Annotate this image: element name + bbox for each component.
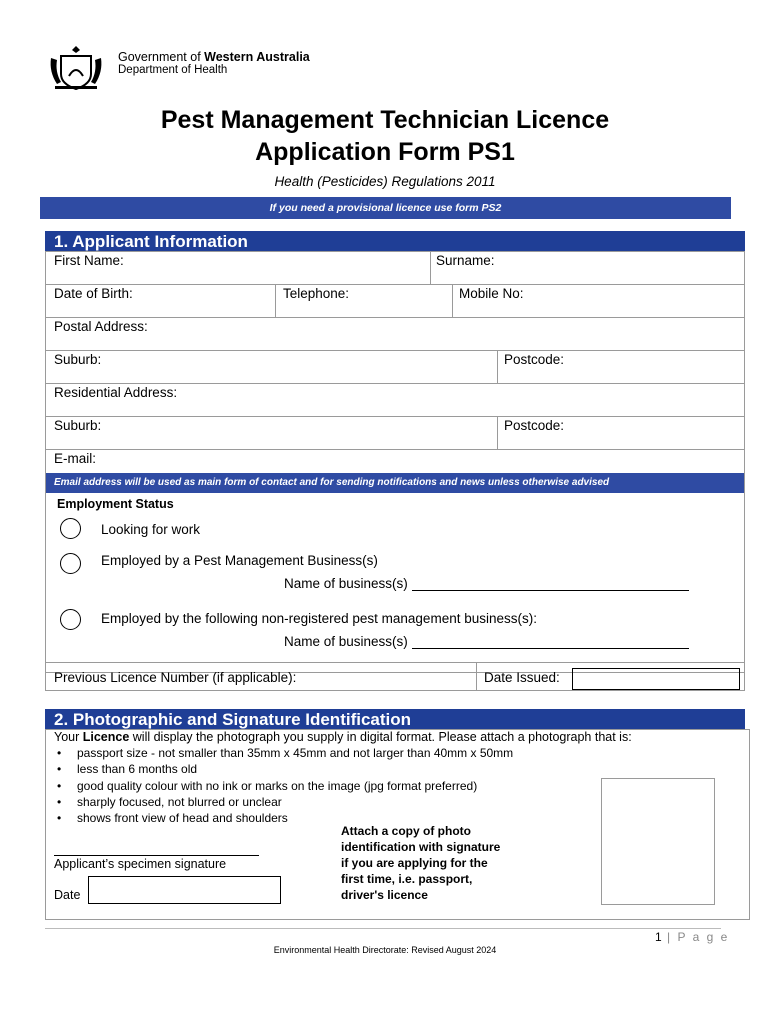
first-name-field[interactable]: First Name: — [54, 253, 124, 268]
wa-coat-of-arms-icon — [47, 42, 105, 92]
list-item: • less than 6 months old — [57, 761, 513, 777]
list-item: • sharply focused, not blurred or unclear — [57, 794, 513, 810]
signature-date-input[interactable] — [88, 876, 281, 904]
date-issued-input[interactable] — [572, 668, 740, 690]
radio-employed-pest-business[interactable] — [60, 553, 81, 574]
surname-field[interactable]: Surname: — [436, 253, 495, 268]
business-name-line-2[interactable] — [412, 634, 689, 649]
list-item: • good quality colour with no ink or marks on the image (jpg format preferred) — [57, 778, 513, 794]
previous-licence-field[interactable]: Previous Licence Number (if applicable): — [54, 670, 297, 685]
applicant-info-box — [45, 251, 745, 673]
telephone-field[interactable]: Telephone: — [283, 286, 350, 301]
postal-suburb-field[interactable]: Suburb: — [54, 352, 102, 367]
provisional-licence-banner: If you need a provisional licence use form PS2 — [40, 197, 731, 219]
signature-line[interactable] — [54, 855, 259, 856]
form-title-line2: Application Form PS1 — [255, 138, 515, 166]
section1-heading: 1. Applicant Information — [45, 231, 745, 251]
photo-requirements-list — [57, 745, 513, 826]
option-looking-for-work-label: Looking for work — [101, 522, 201, 537]
signature-label: Applicant’s specimen signature — [54, 857, 227, 871]
photo-intro-text: Your Licence will display the photograph you supply in digital format. Please attach a photograph that is: — [54, 730, 632, 744]
business-name-label: Name of business(s) — [284, 576, 408, 591]
photo-attach-box[interactable] — [601, 778, 715, 905]
date-label: Date — [54, 888, 81, 902]
email-field[interactable]: E-mail: — [54, 451, 97, 466]
email-note-banner: Email address will be used as main form of contact and for sending notifications and news unless otherwise advised — [46, 473, 744, 493]
postal-postcode-field[interactable]: Postcode: — [504, 352, 565, 367]
radio-employed-non-registered[interactable] — [60, 609, 81, 630]
attach-instructions: Attach a copy of photo identification with signature if you are applying for the first time, i.e. passport, driver's licence — [341, 824, 501, 902]
residential-suburb-field[interactable]: Suburb: — [54, 418, 102, 433]
business-name-line[interactable] — [412, 576, 689, 591]
radio-looking-for-work[interactable] — [60, 518, 81, 539]
footer-directorate: Environmental Health Directorate: Revised August 2024 — [273, 945, 497, 955]
option-employed-pest-business-label: Employed by a Pest Management Business(s) — [101, 553, 378, 568]
regulations-subtitle: Health (Pesticides) Regulations 2011 — [274, 174, 496, 189]
government-name: Government of Western Australia — [118, 50, 310, 64]
list-item: • shows front view of head and shoulders — [57, 810, 513, 826]
department-name: Department of Health — [118, 64, 228, 76]
postal-address-field[interactable]: Postal Address: — [54, 319, 148, 334]
page-number: 1 | P a g e — [655, 930, 730, 944]
mobile-field[interactable]: Mobile No: — [459, 286, 524, 301]
date-issued-label: Date Issued: — [484, 670, 560, 685]
employment-status-heading: Employment Status — [57, 497, 174, 511]
business-name-row-1 — [284, 576, 689, 591]
business-name-label-2: Name of business(s) — [284, 634, 408, 649]
option-employed-non-registered-label: Employed by the following non-registered pest management business(s): — [101, 611, 537, 626]
business-name-row-2 — [284, 634, 689, 649]
residential-address-field[interactable]: Residential Address: — [54, 385, 178, 400]
residential-postcode-field[interactable]: Postcode: — [504, 418, 565, 433]
form-title-line1: Pest Management Technician Licence — [160, 106, 610, 134]
date-of-birth-field[interactable]: Date of Birth: — [54, 286, 133, 301]
section2-heading: 2. Photographic and Signature Identification — [45, 709, 745, 729]
list-item: • passport size - not smaller than 35mm x 45mm and not larger than 40mm x 50mm — [57, 745, 513, 761]
